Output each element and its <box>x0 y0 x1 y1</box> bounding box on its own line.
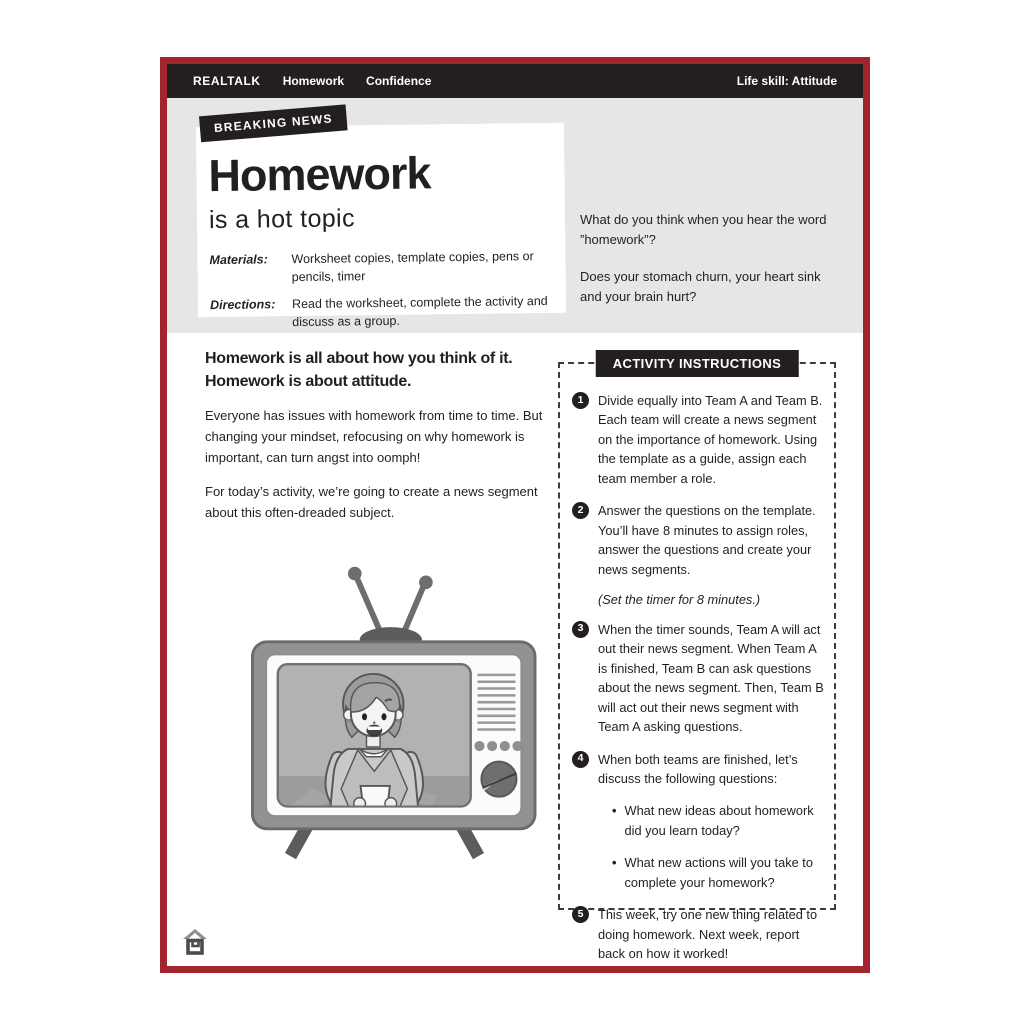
topbar-item-confidence: Confidence <box>366 74 432 88</box>
activity-step-4 <box>572 750 825 789</box>
brand-logo: REALTALK <box>193 74 261 88</box>
activity-step-2 <box>572 501 825 579</box>
activity-instructions-header: ACTIVITY INSTRUCTIONS <box>596 350 799 377</box>
directions-value: Read the worksheet, complete the activity and discuss as a group. <box>291 294 548 330</box>
left-column <box>205 347 563 523</box>
hero-card <box>196 111 566 330</box>
activity-step-5 <box>572 905 825 963</box>
worksheet-page <box>160 57 870 973</box>
tv-illustration-svg <box>223 558 545 860</box>
body-paragraph-1: Everyone has issues with homework from time to time. But changing your mindset, refocusing on why homework is important, can turn angst into oomph! <box>205 408 543 465</box>
bullet-text: • What new ideas about homework did you learn today? <box>624 803 814 838</box>
page-subtitle: is a hot topic <box>208 204 356 235</box>
topbar-item-homework: Homework <box>282 74 345 88</box>
step-number-badge: 4 <box>572 751 589 768</box>
activity-steps <box>560 364 834 964</box>
step-number-badge: 2 <box>572 502 589 519</box>
materials-row <box>209 247 565 288</box>
section-heading-line2: Homework is about attitude. <box>205 373 412 391</box>
life-skill-label: Life skill: Attitude <box>736 74 837 88</box>
materials-value: Worksheet copies, template copies, pens or pencils, timer <box>291 249 534 285</box>
page-body <box>167 333 863 966</box>
house-logo-icon <box>182 926 208 956</box>
body-paragraph-2: For today’s activity, we’re going to create a news segment about this often-dreaded subject. <box>205 483 538 520</box>
discussion-bullet-2 <box>612 853 825 892</box>
materials-directions <box>209 247 566 333</box>
step-text: Answer the questions on the template. You’ll have 8 minutes to assign roles, answer the questions and create your news segments. <box>598 503 816 577</box>
step-number-badge: 3 <box>572 621 589 638</box>
intro-question-1: What do you think when you hear the word ”homework”? <box>580 212 827 248</box>
directions-row <box>210 292 566 333</box>
activity-instructions-box <box>558 356 836 962</box>
intro-question-2: Does your stomach churn, your heart sink and your brain hurt? <box>580 269 821 305</box>
timer-note: (Set the timer for 8 minutes.) <box>598 591 761 607</box>
tv-news-anchor-illustration <box>223 558 545 860</box>
directions-label: Directions: <box>209 297 276 313</box>
page-title: Homework <box>208 147 431 202</box>
section-heading-line1: Homework is all about how you think of it. <box>205 350 513 367</box>
step-text: When the timer sounds, Team A will act out their news segment. When Team A is finished, Team B can ask questions about the news segment. Then, Team B will act out their news segment with Team A asking questions. <box>598 621 824 735</box>
breaking-news-badge: BREAKING NEWS <box>199 104 348 142</box>
step-text: When both teams are finished, let’s discuss the following questions: <box>598 751 798 786</box>
materials-label: Materials: <box>209 252 268 268</box>
section-heading <box>205 347 563 393</box>
bullet-text: • What new actions will you take to complete your homework? <box>624 855 813 890</box>
step-text: This week, try one new thing related to doing homework. Next week, report back on how it worked! <box>598 907 818 962</box>
step-number-badge: 5 <box>572 906 589 923</box>
step-number-badge: 1 <box>572 392 589 409</box>
activity-step-1 <box>572 391 825 488</box>
hero-band <box>167 98 863 333</box>
discussion-bullet-1 <box>612 801 825 840</box>
step-text: Divide equally into Team A and Team B. Each team will create a news segment on the importance of homework. Using the template as a guide, assign each team member a role. <box>598 393 823 486</box>
activity-step-3 <box>572 620 825 737</box>
topbar <box>167 64 863 98</box>
intro-questions <box>580 210 838 325</box>
